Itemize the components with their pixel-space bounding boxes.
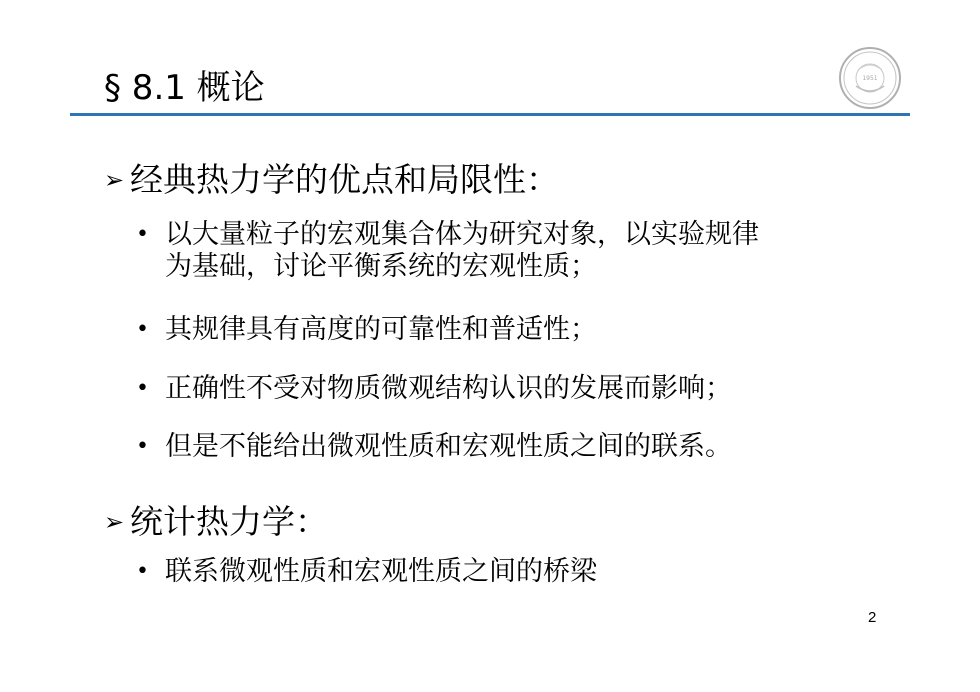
section-heading-text: 经典热力学的优点和局限性： [130, 160, 559, 199]
bullet-dot-icon: • [136, 222, 149, 247]
title-divider-line [70, 113, 910, 116]
bullet-dot-icon: • [136, 376, 149, 401]
seal-center-text: 1951 [862, 75, 878, 82]
bullet-dot-icon: • [136, 317, 149, 342]
section-heading-classical [104, 160, 559, 200]
list-item [136, 219, 759, 283]
arrow-bullet-icon: ➢ [104, 166, 125, 194]
title-divider [70, 113, 910, 116]
list-item-text-line-1: 以大量粒子的宏观集合体为研究对象，以实验规律 [165, 219, 759, 250]
section-heading-text: 统计热力学： [130, 502, 328, 541]
list-item [136, 431, 732, 463]
list-item-text-line-1: 其规律具有高度的可靠性和普适性； [165, 314, 597, 345]
list-item [136, 556, 597, 588]
list-item-text-line-2: 为基础，讨论平衡系统的宏观性质； [165, 251, 597, 282]
list-item-text-line-1: 正确性不受对物质微观结构认识的发展而影响； [165, 373, 732, 404]
slide-title: § 8.1 概论 [104, 68, 265, 108]
bullet-dot-icon: • [136, 434, 149, 459]
bullet-dot-icon: • [136, 559, 149, 584]
arrow-bullet-icon: ➢ [104, 508, 125, 536]
list-item [136, 314, 597, 346]
list-item-text-line-1: 联系微观性质和宏观性质之间的桥梁 [165, 556, 597, 587]
section-heading-statistical [104, 502, 328, 542]
page-number: 2 [868, 609, 877, 626]
list-item-text-line-1: 但是不能给出微观性质和宏观性质之间的联系。 [165, 431, 732, 462]
list-item [136, 373, 732, 405]
university-seal-icon [838, 46, 902, 110]
